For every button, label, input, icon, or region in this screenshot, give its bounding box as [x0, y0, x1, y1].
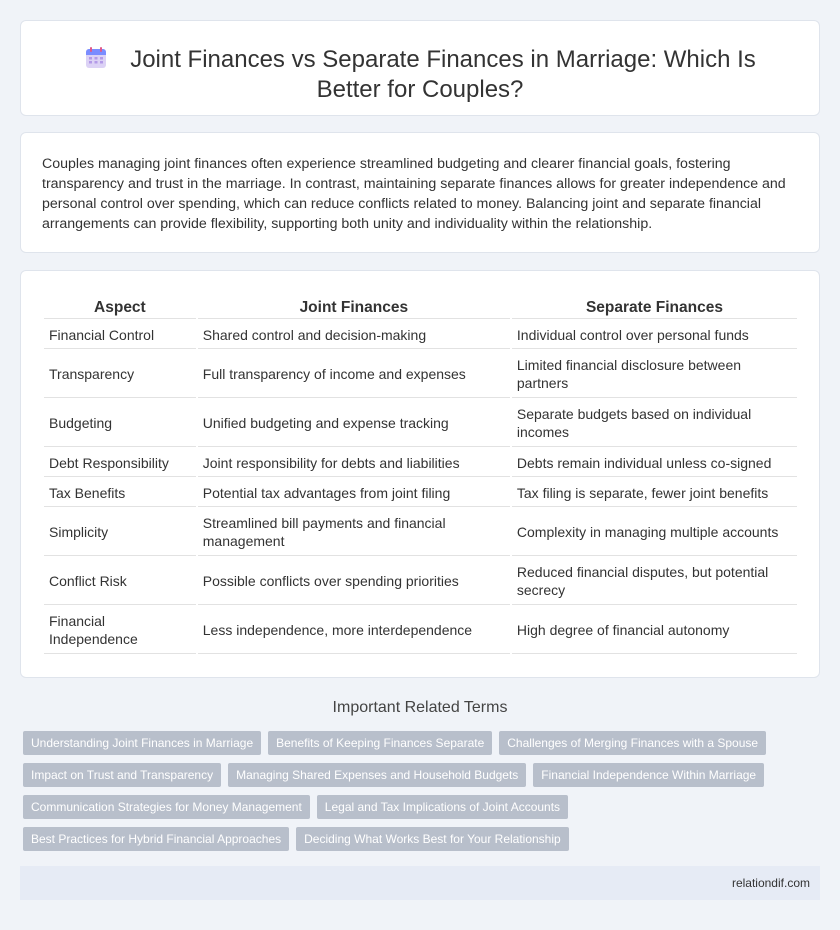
cell-separate: Limited financial disclosure between partners	[512, 351, 797, 398]
calendar-icon	[84, 46, 108, 70]
cell-separate: Debts remain individual unless co-signed	[512, 449, 797, 477]
table-row	[44, 400, 797, 447]
header-separate: Separate Finances	[512, 298, 797, 319]
cell-aspect: Debt Responsibility	[44, 449, 196, 477]
table-row	[44, 509, 797, 556]
cell-joint: Possible conflicts over spending priorities	[198, 558, 510, 605]
footer-site-link[interactable]: relationdif.com	[731, 876, 810, 890]
related-term-chip[interactable]: Financial Independence Within Marriage	[533, 763, 764, 787]
cell-aspect: Conflict Risk	[44, 558, 196, 605]
table-header-row	[44, 298, 797, 319]
cell-joint: Full transparency of income and expenses	[198, 351, 510, 398]
cell-separate: Separate budgets based on individual incomes	[512, 400, 797, 447]
table-row	[44, 449, 797, 477]
intro-card	[20, 132, 820, 253]
related-terms-list	[23, 731, 813, 859]
related-terms-heading: Important Related Terms	[332, 699, 508, 716]
cell-separate: Tax filing is separate, fewer joint benefits	[512, 479, 797, 507]
related-term-chip[interactable]: Benefits of Keeping Finances Separate	[268, 731, 492, 755]
related-term-chip[interactable]: Best Practices for Hybrid Financial Approaches	[23, 827, 289, 851]
related-term-chip[interactable]: Communication Strategies for Money Management	[23, 795, 310, 819]
related-term-chip[interactable]: Managing Shared Expenses and Household Budgets	[228, 763, 526, 787]
comparison-card	[20, 270, 820, 678]
cell-aspect: Tax Benefits	[44, 479, 196, 507]
footer	[20, 866, 820, 900]
cell-aspect: Financial Independence	[44, 607, 196, 654]
table-row	[44, 321, 797, 349]
cell-joint: Potential tax advantages from joint filing	[198, 479, 510, 507]
table-row	[44, 558, 797, 605]
cell-aspect: Budgeting	[44, 400, 196, 447]
table-row	[44, 607, 797, 654]
table-row	[44, 479, 797, 507]
related-term-chip[interactable]: Challenges of Merging Finances with a Spouse	[499, 731, 766, 755]
related-term-chip[interactable]: Legal and Tax Implications of Joint Accounts	[317, 795, 568, 819]
cell-aspect: Simplicity	[44, 509, 196, 556]
cell-joint: Streamlined bill payments and financial management	[198, 509, 510, 556]
cell-joint: Less independence, more interdependence	[198, 607, 510, 654]
related-term-chip[interactable]: Understanding Joint Finances in Marriage	[23, 731, 261, 755]
related-term-chip[interactable]: Deciding What Works Best for Your Relationship	[296, 827, 569, 851]
cell-joint: Joint responsibility for debts and liabilities	[198, 449, 510, 477]
header-aspect: Aspect	[44, 298, 196, 319]
cell-joint: Unified budgeting and expense tracking	[198, 400, 510, 447]
cell-aspect: Financial Control	[44, 321, 196, 349]
table-row	[44, 351, 797, 398]
cell-separate: Complexity in managing multiple accounts	[512, 509, 797, 556]
cell-separate: Individual control over personal funds	[512, 321, 797, 349]
header-joint: Joint Finances	[198, 298, 510, 319]
page-title: Joint Finances vs Separate Finances in Marriage: Which Is Better for Couples?	[130, 46, 756, 103]
cell-separate: Reduced financial disputes, but potential secrecy	[512, 558, 797, 605]
page-title-wrap	[21, 45, 819, 105]
cell-aspect: Transparency	[44, 351, 196, 398]
cell-separate: High degree of financial autonomy	[512, 607, 797, 654]
title-card	[20, 20, 820, 116]
comparison-table	[42, 296, 799, 656]
related-term-chip[interactable]: Impact on Trust and Transparency	[23, 763, 221, 787]
intro-paragraph: Couples managing joint finances often experience streamlined budgeting and clearer financial goals, fostering transparency and trust in the marriage. In contrast, maintaining separate finances allows for greater independence and personal control over spending, which can reduce conflicts related to money. Balancing joint and separate financial arrangements can provide flexibility, supporting both unity and individuality within the relationship.	[42, 156, 786, 232]
cell-joint: Shared control and decision-making	[198, 321, 510, 349]
